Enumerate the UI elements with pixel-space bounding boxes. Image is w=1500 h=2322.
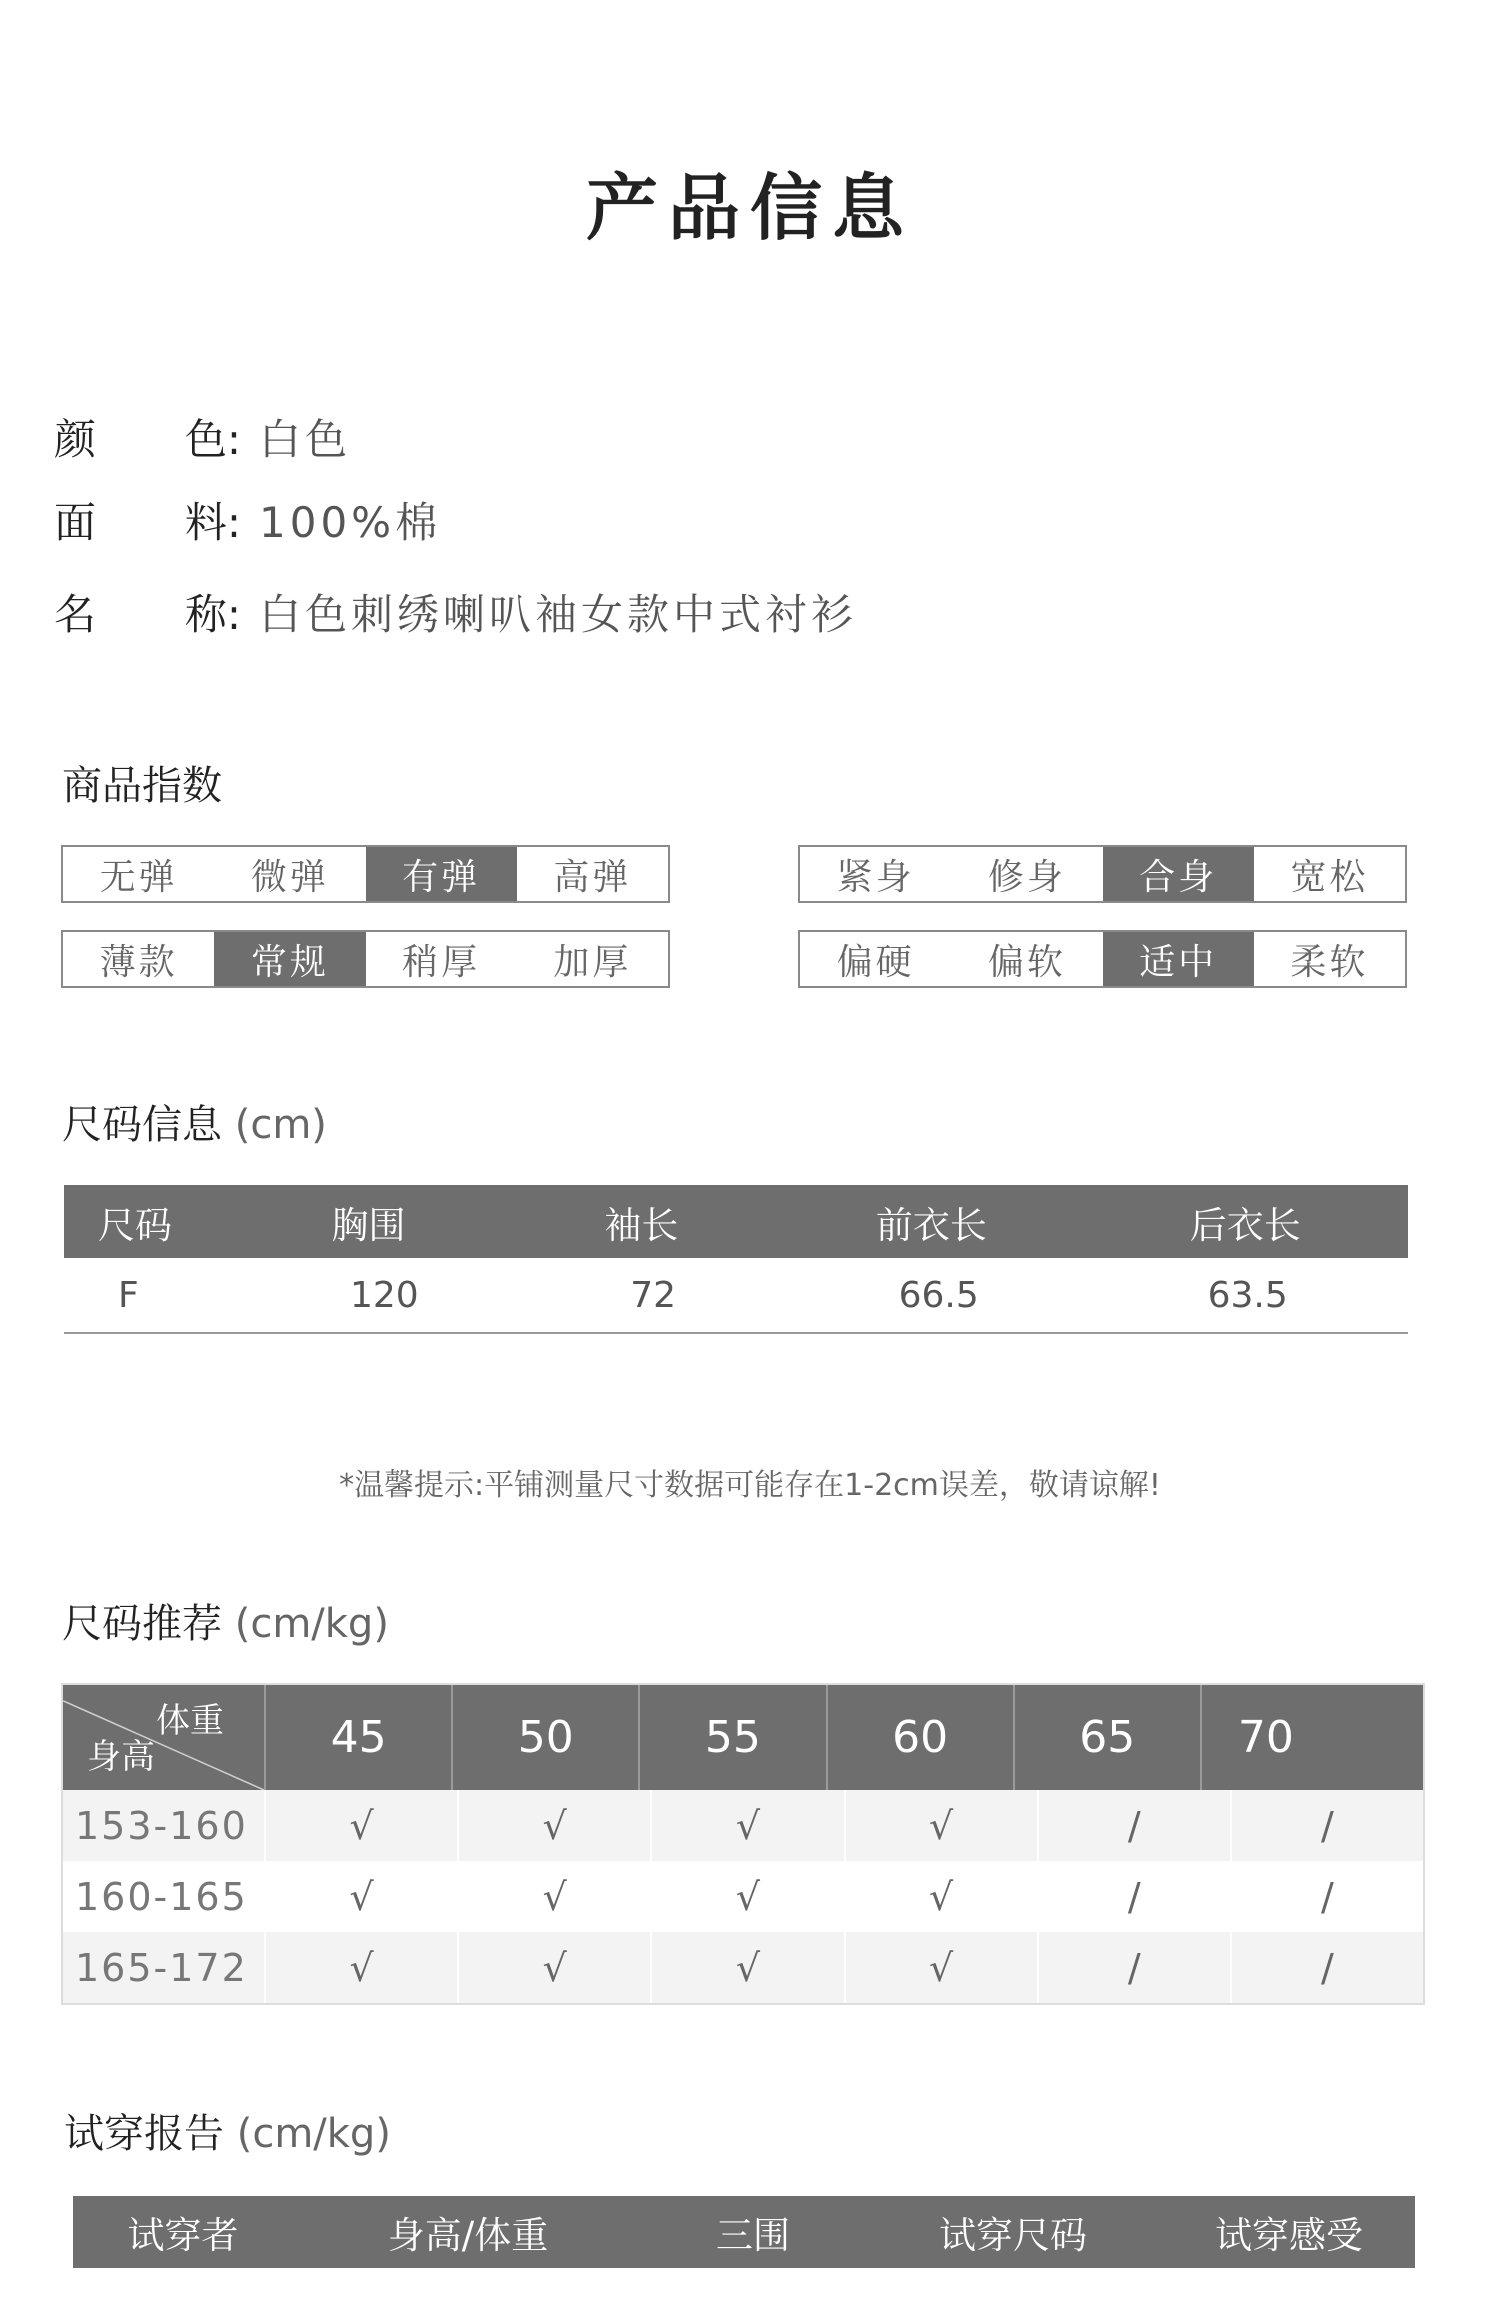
info-name-row [54,577,857,647]
page-title: 产品信息 [585,166,914,250]
elastic-scale [61,845,670,903]
weight-header: 65 [1015,1685,1202,1790]
info-label [54,582,259,642]
table-row [63,1932,1423,2003]
fit-mark: √ [266,1861,459,1932]
size-table-header [64,1185,1408,1258]
fit-mark: √ [459,1932,652,2003]
col-header: 袖长 [604,1203,679,1247]
fit-mark: / [1321,1874,1334,1919]
table-cell: 66.5 [898,1274,979,1316]
col-header: 尺码 [98,1203,172,1247]
recommend-header [63,1685,1423,1790]
table-cell: F [118,1274,139,1316]
scale-option-selected: 适中 [1103,932,1254,986]
fit-mark: √ [846,1790,1039,1861]
size-section-title [62,1093,327,1150]
info-material-value: 100%棉 [259,498,442,547]
height-range: 165-172 [63,1932,266,2003]
col-header: 三围 [716,2214,790,2257]
tryon-section-title [64,2102,391,2159]
scale-option: 无弹 [99,856,178,898]
height-range: 153-160 [63,1790,266,1861]
col-header: 身高/体重 [387,2214,549,2257]
table-cell: 63.5 [1207,1274,1288,1316]
label-char: 面 [54,498,97,547]
recommend-section-title [62,1592,389,1649]
tryon-table-header [73,2196,1415,2268]
table-row [63,1861,1423,1932]
measurement-note: *温馨提示:平铺测量尺寸数据可能存在1-2cm误差，敬请谅解! [339,1468,1161,1503]
info-label [54,407,259,467]
scale-option: 薄款 [99,941,178,983]
scale-option: 修身 [987,856,1066,898]
label-char: 料 [184,498,227,547]
section-unit: (cm/kg) [236,2111,391,2157]
table-cell: 120 [349,1274,419,1316]
col-header: 后衣长 [1189,1203,1301,1247]
fit-mark: √ [266,1790,459,1861]
info-color-row [54,402,351,472]
col-header: 前衣长 [875,1203,987,1247]
section-unit: (cm/kg) [234,1601,389,1647]
section-title-text: 尺码推荐 [62,1601,222,1647]
col-header: 试穿感受 [1215,2214,1363,2257]
fit-mark: / [1039,1932,1232,2003]
fit-mark: √ [266,1932,459,2003]
recommend-table [61,1683,1425,2005]
label-char: 颜 [54,415,97,464]
section-title-text: 尺码信息 [62,1102,222,1148]
scale-option: 高弹 [553,856,632,898]
label-colon: : [226,415,241,464]
scale-option-selected: 合身 [1103,847,1254,901]
fit-mark: √ [846,1861,1039,1932]
label-char: 色 [184,415,227,464]
label-char: 称 [184,590,227,639]
section-unit: (cm) [234,1102,327,1148]
scale-option: 偏软 [987,941,1066,983]
scale-option: 紧身 [836,856,915,898]
scale-option: 宽松 [1290,856,1369,898]
fit-mark: √ [652,1790,845,1861]
col-header: 胸围 [331,1203,406,1247]
fit-mark: √ [459,1861,652,1932]
table-row [64,1258,1408,1334]
label-char: 名 [54,590,97,639]
info-label [54,490,259,550]
weight-header: 55 [640,1685,827,1790]
col-header: 试穿者 [127,2214,239,2257]
scale-option-selected: 常规 [214,932,365,986]
fit-mark: √ [652,1861,845,1932]
scale-option: 加厚 [553,941,632,983]
fit-mark: / [1321,1945,1334,1990]
info-name-value: 白色刺绣喇叭袖女款中式衬衫 [259,590,858,639]
fit-mark: √ [652,1932,845,2003]
thickness-scale [61,930,670,988]
corner-height-label: 身高 [87,1737,155,1777]
scale-option-selected: 有弹 [366,847,517,901]
section-title-text: 试穿报告 [64,2111,224,2157]
col-header: 试穿尺码 [939,2214,1087,2257]
fit-mark: √ [846,1932,1039,2003]
fit-scale [798,845,1407,903]
height-range: 160-165 [63,1861,266,1932]
info-material-row [54,485,441,555]
corner-cell [63,1685,266,1790]
scale-option: 微弹 [250,856,329,898]
fit-mark: / [1321,1803,1334,1848]
weight-header: 60 [828,1685,1015,1790]
info-color-value: 白色 [259,415,352,464]
label-colon: : [226,590,241,639]
softness-scale [798,930,1407,988]
corner-weight-label: 体重 [156,1701,224,1741]
fit-mark: √ [459,1790,652,1861]
scale-option: 稍厚 [402,941,481,983]
fit-mark: / [1039,1790,1232,1861]
weight-header: 50 [453,1685,640,1790]
table-cell: 72 [630,1274,676,1316]
scale-option: 偏硬 [836,941,915,983]
index-section-title: 商品指数 [62,763,222,809]
scale-option: 柔软 [1290,941,1369,983]
label-colon: : [226,498,241,547]
weight-header: 45 [266,1685,453,1790]
weight-header: 70 [1237,1712,1294,1763]
table-row [63,1790,1423,1861]
fit-mark: / [1039,1861,1232,1932]
